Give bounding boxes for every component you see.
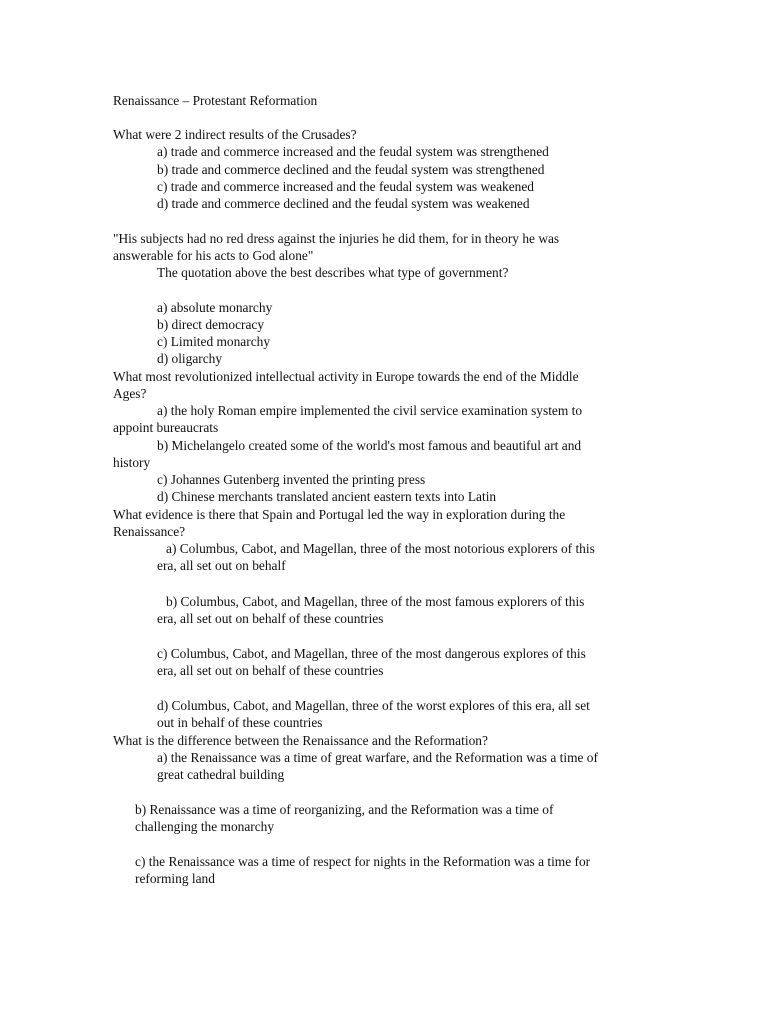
q2-option-b: b) direct democracy — [157, 317, 265, 332]
question-5: What is the difference between the Renaissance and the Reformation? — [113, 733, 488, 748]
question-1: What were 2 indirect results of the Crusades? — [113, 127, 357, 142]
q4-option-c-line-2: era, all set out on behalf of these countries — [157, 663, 384, 678]
q5-option-c-line-2: reforming land — [135, 871, 215, 886]
q2-quote-line-1: "His subjects had no red dress against the injuries he did them, for in theory he was — [113, 231, 560, 246]
q2-quote-line-2: answerable for his acts to God alone" — [113, 248, 314, 263]
q4-option-a-line-1: a) Columbus, Cabot, and Magellan, three of the most notorious explorers of this — [166, 541, 595, 556]
q5-option-b-line-2: challenging the monarchy — [135, 819, 275, 834]
question-4-line-2: Renaissance? — [113, 524, 186, 539]
question-2: The quotation above the best describes what type of government? — [157, 265, 509, 280]
q5-option-a-line-2: great cathedral building — [157, 767, 285, 782]
q2-option-c: c) Limited monarchy — [157, 334, 271, 349]
q1-option-b: b) trade and commerce declined and the feudal system was strengthened — [157, 162, 545, 177]
q1-option-a: a) trade and commerce increased and the feudal system was strengthened — [157, 144, 549, 159]
question-4-line-1: What evidence is there that Spain and Portugal led the way in exploration during the — [113, 507, 566, 522]
q4-option-d-line-2: out in behalf of these countries — [157, 715, 323, 730]
q4-option-d-line-1: d) Columbus, Cabot, and Magellan, three of the worst explores of this era, all set — [157, 698, 590, 713]
q1-option-c: c) trade and commerce increased and the feudal system was weakened — [157, 179, 534, 194]
q4-option-b-line-2: era, all set out on behalf of these countries — [157, 611, 384, 626]
q5-option-a-line-1: a) the Renaissance was a time of great warfare, and the Reformation was a time of — [157, 750, 598, 765]
q4-option-a-line-2: era, all set out on behalf — [157, 558, 286, 573]
q3-option-b-line-2: history — [113, 455, 151, 470]
question-3-line-1: What most revolutionized intellectual activity in Europe towards the end of the Middle — [113, 369, 579, 384]
q3-option-b-line-1: b) Michelangelo created some of the world's most famous and beautiful art and — [157, 438, 582, 453]
document-title: Renaissance – Protestant Reformation — [113, 93, 318, 108]
q3-option-a-line-2: appoint bureaucrats — [113, 420, 219, 435]
q2-option-d: d) oligarchy — [157, 351, 223, 366]
q3-option-c: c) Johannes Gutenberg invented the printing press — [157, 472, 426, 487]
q1-option-d: d) trade and commerce declined and the feudal system was weakened — [157, 196, 530, 211]
q5-option-c-line-1: c) the Renaissance was a time of respect for nights in the Reformation was a time for — [135, 854, 591, 869]
q4-option-c-line-1: c) Columbus, Cabot, and Magellan, three of the most dangerous explores of this — [157, 646, 586, 661]
q3-option-a-line-1: a) the holy Roman empire implemented the civil service examination system to — [157, 403, 583, 418]
question-3-line-2: Ages? — [113, 386, 147, 401]
q5-option-b-line-1: b) Renaissance was a time of reorganizing, and the Reformation was a time of — [135, 802, 554, 817]
q3-option-d: d) Chinese merchants translated ancient eastern texts into Latin — [157, 489, 497, 504]
q4-option-b-line-1: b) Columbus, Cabot, and Magellan, three of the most famous explorers of this — [166, 594, 585, 609]
q2-option-a: a) absolute monarchy — [157, 300, 273, 315]
